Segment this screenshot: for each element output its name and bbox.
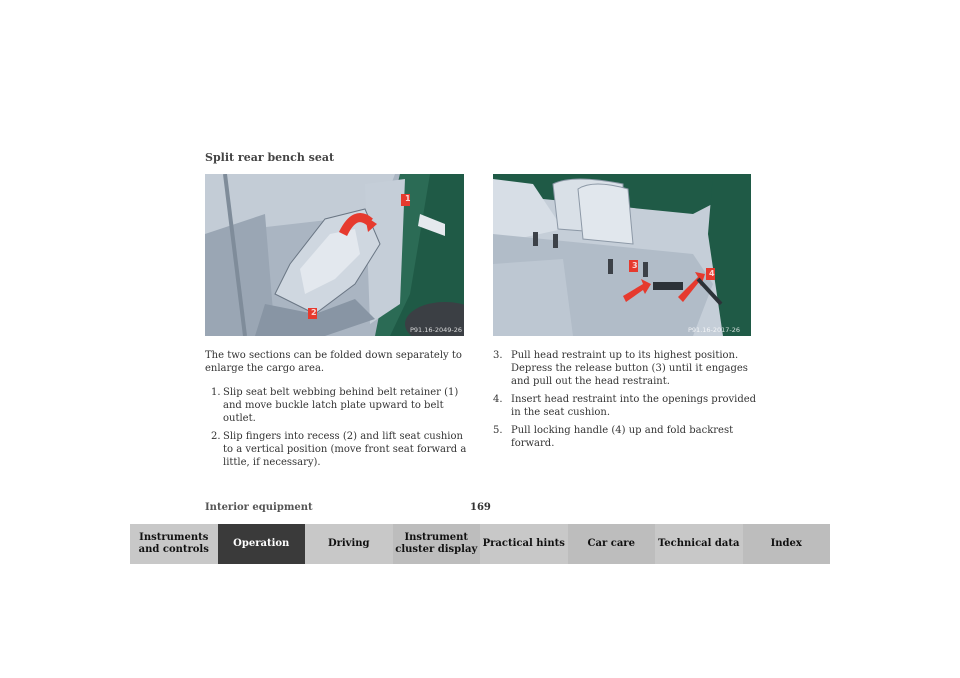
section-title: Split rear bench seat xyxy=(205,151,335,164)
callout-3: 3 xyxy=(632,261,638,270)
step-number: 4. xyxy=(493,394,503,405)
tab-instrument-cluster-display[interactable]: Instrument cluster display xyxy=(393,524,481,564)
chapter-nav xyxy=(130,524,830,564)
tab-operation[interactable]: Operation xyxy=(218,524,306,564)
step-item xyxy=(493,424,759,450)
step-number: 1. xyxy=(211,387,221,398)
figure-code-left: P91.16-2049-26 xyxy=(410,326,463,334)
step-number: 2. xyxy=(211,431,221,442)
steps-left xyxy=(205,386,467,474)
callout-2: 2 xyxy=(311,308,317,317)
footer-section-name: Interior equipment xyxy=(205,502,313,513)
step-text: Insert head restraint into the openings provided in the seat cushion. xyxy=(511,394,757,418)
step-text: Pull locking handle (4) up and fold backrest forward. xyxy=(511,425,734,449)
page-number: 169 xyxy=(470,502,491,513)
step-text: Slip seat belt webbing behind belt retainer (1) and move buckle latch plate upward to belt outlet. xyxy=(223,387,459,424)
intro-text: The two sections can be folded down separately to enlarge the cargo area. xyxy=(205,350,462,374)
tab-technical-data[interactable]: Technical data xyxy=(655,524,743,564)
step-number: 5. xyxy=(493,425,503,436)
steps-right xyxy=(493,349,759,455)
tab-index[interactable]: Index xyxy=(743,524,831,564)
step-number: 3. xyxy=(493,350,503,361)
callout-4: 4 xyxy=(709,269,715,278)
step-item xyxy=(205,430,467,469)
step-text: Slip fingers into recess (2) and lift seat cushion to a vertical position (move front seat forward a little, if necessary). xyxy=(223,431,467,468)
tab-practical-hints[interactable]: Practical hints xyxy=(480,524,568,564)
seat-cushion-illustration xyxy=(205,174,464,336)
figure-code-right: P91.16-2017-26 xyxy=(688,326,741,334)
tab-instruments-and-controls[interactable]: Instruments and controls xyxy=(130,524,218,564)
head-restraint-illustration xyxy=(493,174,751,336)
step-item xyxy=(493,393,759,419)
step-text: Pull head restraint up to its highest position. Depress the release button (3) until it engages and pull out the head restraint. xyxy=(511,350,748,387)
callout-1: 1 xyxy=(405,194,411,203)
step-item xyxy=(205,386,467,425)
step-item xyxy=(493,349,759,388)
tab-car-care[interactable]: Car care xyxy=(568,524,656,564)
tab-driving[interactable]: Driving xyxy=(305,524,393,564)
